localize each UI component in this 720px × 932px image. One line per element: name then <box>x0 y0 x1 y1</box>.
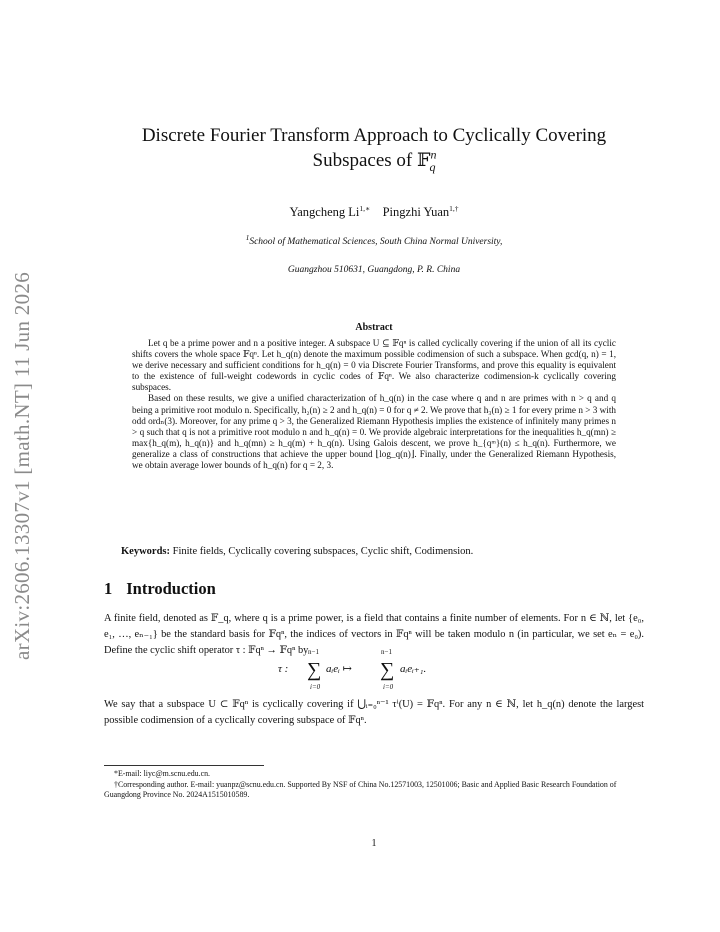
arxiv-identifier-stamp: arXiv:2606.13307v1 [math.NT] 11 Jun 2026 <box>10 271 34 660</box>
footnote-2: †Corresponding author. E-mail: yuanpz@scnu.edu.cn. Supported By NSF of China No.12571003, 12501006; Basic and Applied Basic Research Foundation of Guangdong Province No. 2024A1515010589. <box>104 779 617 799</box>
equation-sum-1-lower: i=0 <box>310 683 321 691</box>
affiliation-line-1 <box>104 232 644 247</box>
equation-left-term: aᵢeᵢ ↦ <box>326 663 352 675</box>
intro-paragraph-1: A finite field, denoted as 𝔽_q, where q is a prime power, is a field that contains a finite number of elements. For n ∈ ℕ, let {e₀, e₁, …, eₙ₋₁} be the standard basis for 𝔽qⁿ, the indices of vectors in 𝔽qⁿ will be taken modulo n (in particular, we set eₙ = e₀). Define the cyclic shift operator τ : 𝔽qⁿ → 𝔽qⁿ by <box>104 613 644 656</box>
author-list <box>104 205 644 220</box>
author-1-marks: 1,∗ <box>359 203 371 213</box>
keywords-label: Keywords: <box>121 546 170 557</box>
footnote-separator <box>104 765 264 766</box>
equation-right-term: aᵢeᵢ₊₁. <box>400 663 427 675</box>
title-field-exponent: n <box>430 147 437 162</box>
cyclic-shift-equation <box>250 645 550 693</box>
keywords-line <box>121 546 629 557</box>
equation-sum-1-sigma: ∑ <box>307 659 322 681</box>
section-title: Introduction <box>126 579 216 598</box>
equation-sum-2-upper: n−1 <box>381 648 392 656</box>
equation-sum-2-sigma: ∑ <box>380 659 395 681</box>
affiliation-line-2: Guangzhou 510631, Guangdong, P. R. China <box>287 265 461 275</box>
title-line-1: Discrete Fourier Transform Approach to Cyclically Covering <box>141 125 607 146</box>
author-1-name: Yangcheng Li <box>289 205 360 219</box>
abstract-body <box>132 338 616 471</box>
abstract-heading: Abstract <box>355 322 393 333</box>
footnotes <box>104 769 644 801</box>
affiliation-line-1-text: School of Mathematical Sciences, South China Normal University, <box>249 237 503 247</box>
equation-tau: τ : <box>278 663 289 675</box>
affiliation-mark: 1 <box>245 232 250 242</box>
abstract-paragraph-1: Let q be a prime power and n a positive integer. A subspace U ⊆ 𝔽qⁿ is called cyclically covering if the union of all its cyclic shifts covers the whole space 𝔽qⁿ. Let h_q(n) denote the maximum possible codimension of such a subspace. When gcd(q, n) = 1, we derive necessary and sufficient conditions for h_q(n) = 0 via Discrete Fourier Transforms, and prove this equality is equivalent to the existence of full-weight codewords in cyclic codes of 𝔽qⁿ. We also characterize codimension-k cyclically covering subspaces. <box>132 338 616 393</box>
footnote-1: *E-mail: liyc@m.scnu.edu.cn. <box>114 769 211 778</box>
title-line-2-text: Subspaces of <box>312 150 417 171</box>
author-2-name: Pingzhi Yuan <box>382 205 450 219</box>
paper-title <box>104 123 644 180</box>
intro-paragraph-2: We say that a subspace U ⊂ 𝔽qⁿ is cyclically covering if ⋃ᵢ₌₀ⁿ⁻¹ τⁱ(U) = 𝔽qⁿ. For any n ∈ ℕ, let h_q(n) denote the largest possible codimension of a cyclically covering subspace of 𝔽qⁿ. <box>104 699 644 726</box>
section-heading-introduction <box>104 579 230 599</box>
page-number: 1 <box>371 838 377 849</box>
equation-sum-2-lower: i=0 <box>383 683 394 691</box>
title-field-symbol: 𝔽 <box>416 150 431 171</box>
title-field-subscript: q <box>429 159 436 174</box>
abstract-paragraph-2: Based on these results, we give a unified characterization of h_q(n) in the case where q and n are primes with n > q and q being a primitive root modulo n. Specifically, h₂(n) ≥ 2 and h_q(n) = 0 for q ≠ 2. We prove that h₃(n) ≥ 1 for every prime n > 3 with odd ordₙ(3). Moreover, for any prime q > 3, the Generalized Riemann Hypothesis implies the existence of infinitely many primes n > q such that q is not a primitive root modulo n and h_q(n) = 0. We provide algebraic interpretations for the inequalities h_q(mn) ≥ max{h_q(m), h_q(n)} and h_q(mn) ≥ h_q(m) + h_q(n). Using Galois descent, we prove h_{qᵐ}(n) ≤ h_q(n). Furthermore, we generalize a class of constructions that achieve the upper bound ⌊log_q(n)⌋. Finally, under the Generalized Riemann Hypothesis, we obtain average lower bounds of h_q(n) for q = 2, 3. <box>132 393 616 471</box>
section-number: 1 <box>104 579 113 598</box>
keywords-text: Finite fields, Cyclically covering subspaces, Cyclic shift, Codimension. <box>172 546 474 557</box>
equation-sum-1-upper: n−1 <box>308 648 319 656</box>
author-2-marks: 1,† <box>449 203 459 213</box>
title-line-2 <box>104 148 644 180</box>
